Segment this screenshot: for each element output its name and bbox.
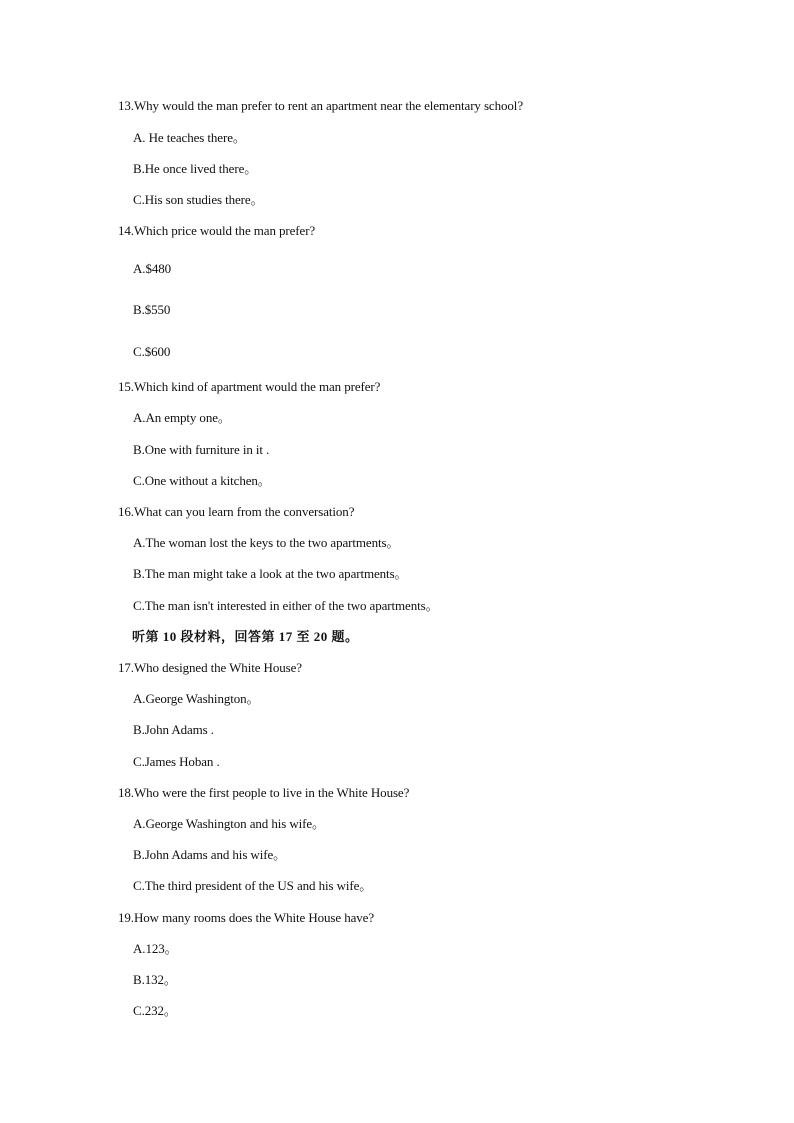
question-17-option-b: B.John Adams . <box>133 722 214 737</box>
question-19-option-b: B.132。 <box>133 972 177 987</box>
question-14-option-b: B.$550 <box>133 302 171 317</box>
question-15-stem: 15.Which kind of apartment would the man prefer? <box>118 379 381 394</box>
question-17-stem: 17.Who designed the White House? <box>118 660 302 675</box>
question-18-stem: 18.Who were the first people to live in the White House? <box>118 785 410 800</box>
question-18-option-a: A.George Washington and his wife。 <box>133 816 325 831</box>
question-14-option-a: A.$480 <box>133 261 172 276</box>
question-16-option-c: C.The man isn't interested in either of the two apartments。 <box>133 598 439 613</box>
question-15-option-b: B.One with furniture in it . <box>133 442 270 457</box>
question-16-stem: 16.What can you learn from the conversation? <box>118 504 355 519</box>
question-15-option-a: A.An empty one。 <box>133 410 231 425</box>
question-19-option-a: A.123。 <box>133 941 178 956</box>
section-heading: 听第 10 段材料，回答第 17 至 20 题。 <box>132 629 359 644</box>
question-18-option-b: B.John Adams and his wife。 <box>133 847 287 862</box>
question-16-option-a: A.The woman lost the keys to the two apartments。 <box>133 535 400 550</box>
question-13-option-b: B.He once lived there。 <box>133 161 258 176</box>
question-14-stem: 14.Which price would the man prefer? <box>118 223 316 238</box>
question-17-option-a: A.George Washington。 <box>133 691 260 706</box>
question-13-option-c: C.His son studies there。 <box>133 192 264 207</box>
question-16-option-b: B.The man might take a look at the two apartments。 <box>133 566 408 581</box>
question-17-option-c: C.James Hoban . <box>133 754 220 769</box>
question-19-stem: 19.How many rooms does the White House have? <box>118 910 375 925</box>
question-19-option-c: C.232。 <box>133 1003 177 1018</box>
question-13-option-a: A. He teaches there。 <box>133 130 246 145</box>
question-15-option-c: C.One without a kitchen。 <box>133 473 271 488</box>
question-13-stem: 13.Why would the man prefer to rent an apartment near the elementary school? <box>118 98 523 113</box>
question-14-option-c: C.$600 <box>133 344 171 359</box>
question-18-option-c: C.The third president of the US and his wife。 <box>133 878 373 893</box>
